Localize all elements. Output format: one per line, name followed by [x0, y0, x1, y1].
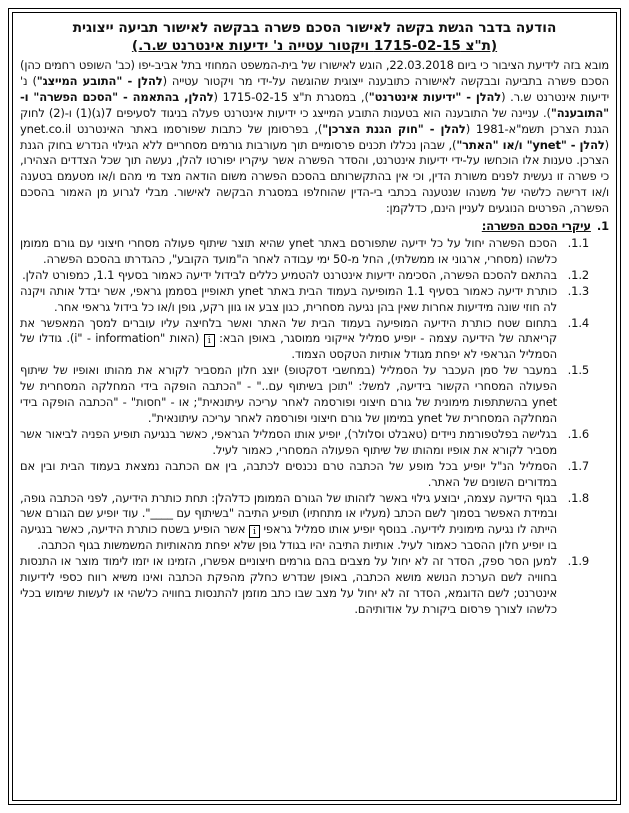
notice-title-block	[20, 19, 609, 55]
item-text: כותרת ידיעה כאמור בסעיף 1.1 המופיעה בעמוד הבית באתר ynet תאופיין בסממן גראפי, אשר יבדל אותה ויקנה לה חוזי שונה מידיעות אחרות שאין בהן נגיעה מסחרית, כגון צבע או גוון רקע, גופן ו/או כל בידול גראפי אחר.	[20, 283, 558, 314]
item-number: 1.1.	[567, 235, 589, 250]
document-inner-border	[12, 12, 617, 801]
item-text: בהתאם להסכם הפשרה, הסכימה ידיעות אינטרנט להטמיע כללים לבידול ידיעה כאמור בסעיף 1.1, כמפורט להלן.	[22, 267, 557, 282]
item-number: 1.4.	[567, 315, 589, 330]
info-boxed-icon: i	[249, 525, 260, 538]
list-item	[20, 363, 609, 427]
notice-title: הודעה בדבר הגשת בקשה לאישור הסכם פשרה בבקשה לאישור תביעה ייצוגית	[72, 20, 557, 36]
settlement-terms-list	[20, 236, 609, 618]
section-heading: עיקרי הסכם הפשרה:	[481, 219, 591, 234]
item-text: למען הסר ספק, הסדר זה לא יחול על מצבים בהם גורמים חיצוניים אפשרו, הזמינו או יזמו לימוד מוצר או התנסות בחוויה לשם הערכת הנושא מושא הכתבה, באופן שנדרש כחלק מהפקת הכתבה ואינו משיא רווח כספי לידיעות אינטרנט; לשם הדוגמא, הסדר זה לא יחול על מצב שבו כתב מוזמן להתנסות בחוויה כלשהי או לעשות שימוש בכלי כלשהו לצורך פרסום ביקורת על אודותיהם.	[20, 554, 557, 616]
notice-body	[20, 58, 609, 618]
list-item	[20, 236, 609, 268]
item-text: בגלישה בפלטפורמת ניידים (טאבלט וסלולר), יופיע אותו הסמליל הגראפי, כאשר בנגיעה תופיע הפניה לביאור אשר מסביר לקורא את אופיו ומהותו של שיתוף הפעולה המסחרי, כאמור לעיל.	[20, 426, 557, 457]
item-number: 1.2.	[567, 267, 589, 282]
item-text: הסכם הפשרה יחול על כל ידיעה שתפורסם באתר ynet שהיא תוצר שיתוף פעולה מסחרי חיצוני עם גורם ממומן כלשהו (מסחרי, ארגוני או ממשלתי), החל מ-50 ימי עבודה לאחר ה"מועד הקובע", כהגדרתו בהסכם הפשרה.	[20, 235, 557, 266]
info-boxed-icon: i	[204, 334, 215, 347]
intro-paragraph: מובא בזה לידיעת הציבור כי ביום 22.03.2018, הוגש לאישורו של בית-המשפט המחוזי בתל אביב-יפו (כב' השופט רחמים כהן) הסכם פשרה בתביעה ובבקשה לאישורה כתובענה ייצוגית שהוגשה על-ידי מר ויקטור עטייה (להלן - "התובע המייצג") נ' ידיעות אינטרנט ש.ר. (להלן - "ידיעות אינטרנט"), במסגרת ת"צ 1715-02-15 (להלן, בהתאמה - "הסכם הפשרה" ו-"התובענה"). עניינה של התובענה הוא בטענות התובע המייצג כי ידיעות אינטרנט פעלה בניגוד לסעיפים 7(ג)(1) ו-(2) לחוק הגנת הצרכן תשמ"א-1981 (להלן - "חוק הגנת הצרכן"), בפרסומן של כתבות שפורסמו באתר האינטרנט ynet.co.il (להלן - "ynet" ו/או "האתר"), שבהן נכללו תכנים פרסומיים תוך מעורבות גורמים מסחריים ללא הגילוי הנדרש בחוק הגנת הצרכן. טענות אלו הוכחשו על-ידי ידיעות אינטרנט, והסדר הפשרה אשר עיקריו יפורטו להלן, נעשה תוך שכל הצדדים הצהירו, כי פשרה זו נעשית לפנים משורת הדין, וכי אין בהתקשרותם בהסכם הפשרה משום הודאה מצד מי מהם ו/או מטעמם בטענה ו/או דרישה כלשהי של משנהו שנטענה בכתבי בי-הדין שהוחלפו במסגרת הבקשה לאישור. מבלי לגרוע מן האמור בהסכם הפשרה, הפרטים הנוגעים לעניין הינם, כדלקמן:	[20, 58, 610, 216]
item-number: 1.3.	[567, 283, 589, 298]
item-text: הסמליל הנ"ל יופיע בכל מופע של הכתבה טרם נכנסים לכתבה, בין אם הכתבה נמצאת בעמוד הבית ובין אם במדורים השונים של האתר.	[20, 458, 557, 489]
list-item	[20, 459, 609, 491]
item-text: בגוף הידיעה עצמה, יבוצע גילוי באשר לזהותו של הגורם הממומן כדלהלן: תחת כותרת הידיעה, לפני הכתבה גופה, ובמידת האפשר בסמוך לשם הכתב (מעליו או מתחתיו) תופיע התיבה "בשיתוף עם ____". עוד יופיע שם הגורם אשר הייתה לו נגיעה מימונית לידיעה. בנוסף יופיע אותו סמליל גראפי i אשר הופיע בשטח כותרת הידיעה, כאשר בנגיעה בו יופיע חלון ההסבר כאמור לעיל. אותיות התיבה יהיו בגודל גופן שלא יפחת מהאותיות המשמשות בגוף הכתבה.	[20, 490, 557, 553]
list-item	[20, 268, 609, 284]
item-number: 1.7.	[567, 458, 589, 473]
list-item	[20, 427, 609, 459]
list-item	[20, 554, 609, 618]
list-item	[20, 284, 609, 316]
item-number: 1.8.	[567, 490, 589, 505]
item-number: 1.9.	[567, 554, 589, 569]
section-heading-row	[20, 219, 609, 235]
case-reference: (ת"צ 1715-02-15 ויקטור עטייה נ' ידיעות אינטרנט ש.ר.)	[131, 38, 498, 54]
item-text: במעבר של סמן העכבר על הסמליל (במחשבי דסקטופ) יוצג חלון המסביר לקורא את מהותו ואופיו של שיתוף הפעולה המסחרי הקשור בידיעה, למשל: "תוכן בשיתוף עם.." - "הכתבה הופקה בידי המחלקה המסחרית של ynet בהשתתפות מימונית של גורם חיצוני ופורסמה לאחר עריכה עיתונאית"; או - "חסות" - "הכתבה הופקה בידי המחלקה המסחרית של ynet במימון של גורם חיצוני ופורסמה לאחר עריכה עיתונאית".	[20, 363, 557, 426]
document-outer-border	[8, 8, 621, 805]
item-text: בתחום שטח כותרת הידיעה המופיעה בעמוד הבית של האתר ואשר בלחיצה עליו עוברים למסך המאפשר את קריאתה של הידיעה עצמה - יופיע סמליל אייקוני ממוסגר, באופן הבא: i (האות "i" - information). גודלו של הסמליל הגראפי לא יפחת מגודל אותיות הטקסט הצמוד.	[20, 315, 557, 362]
list-item	[20, 316, 609, 364]
list-item	[20, 491, 609, 555]
section-number: 1.	[596, 219, 609, 234]
item-number: 1.5.	[567, 363, 589, 378]
item-number: 1.6.	[567, 426, 589, 441]
